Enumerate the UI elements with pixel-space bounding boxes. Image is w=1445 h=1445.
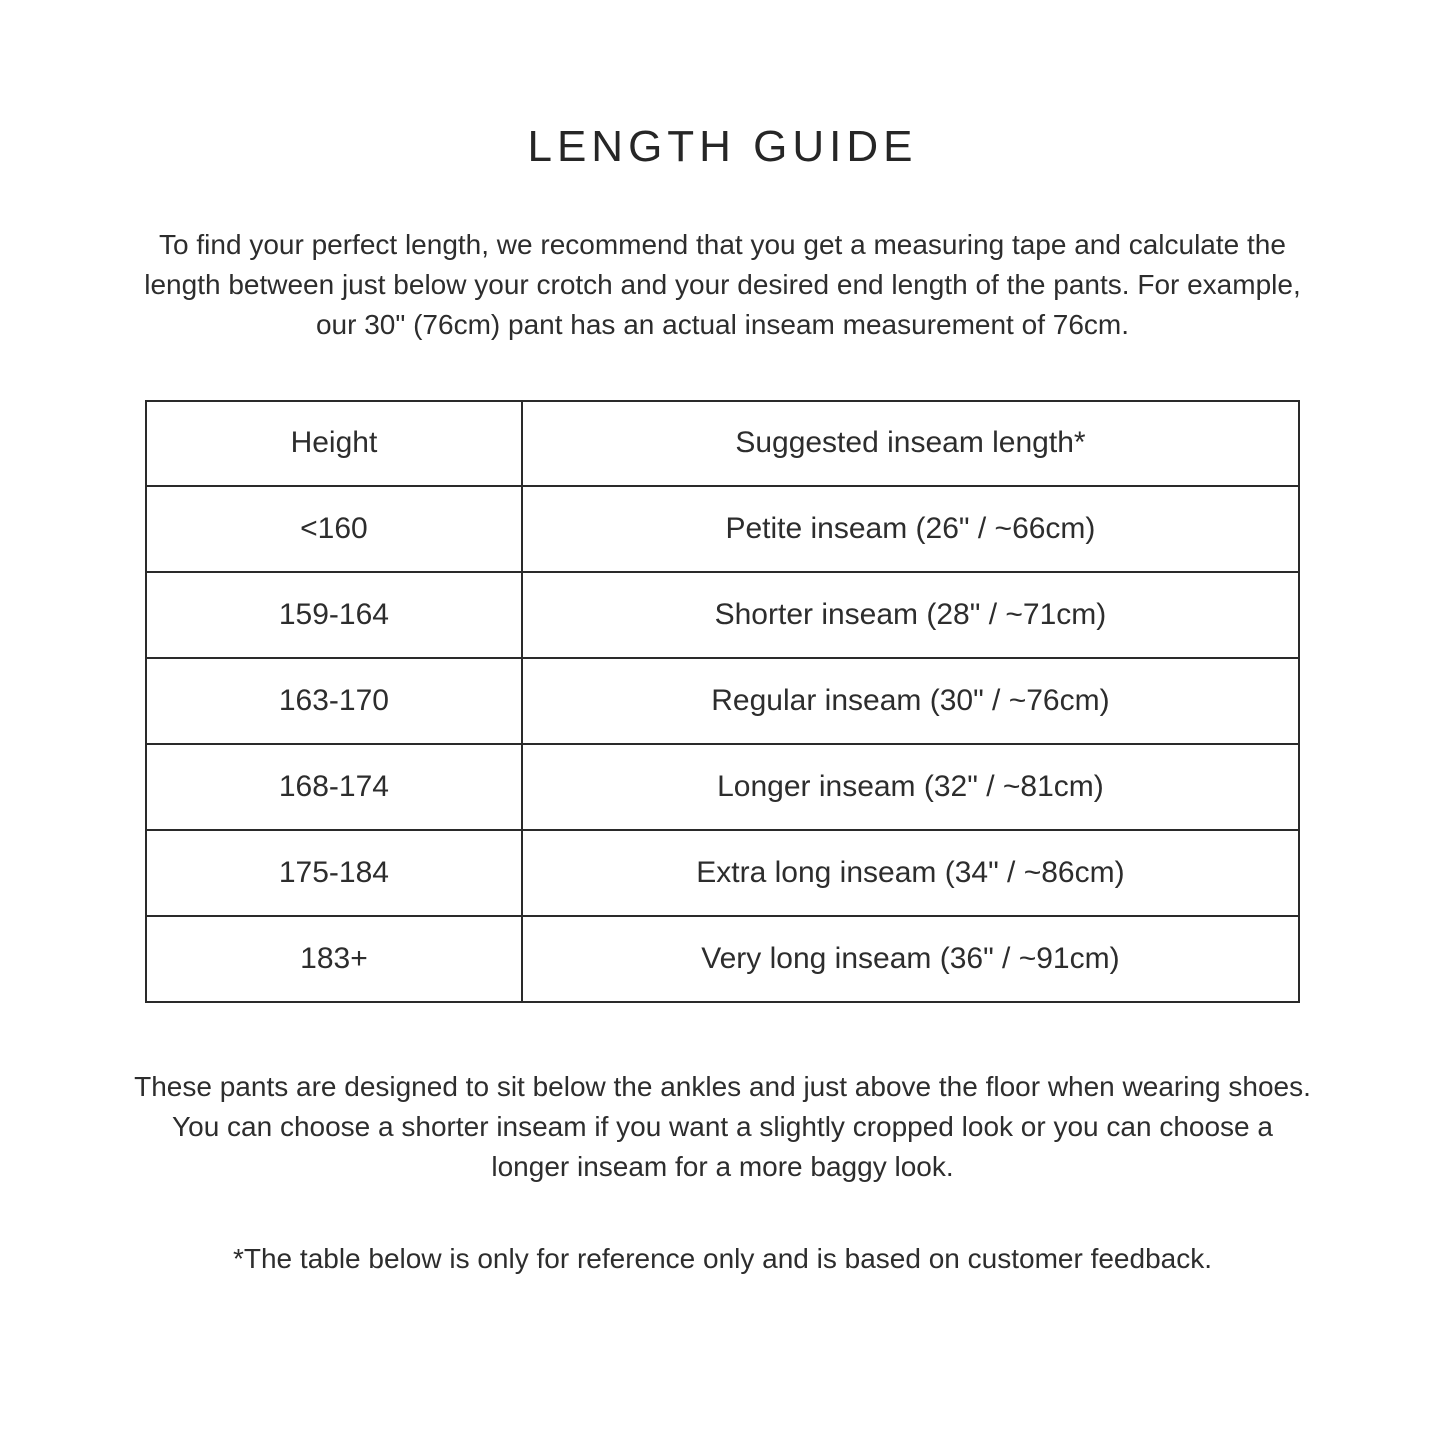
fit-note-paragraph: These pants are designed to sit below the ankles and just above the floor when wearing shoes. You can choose a shorter inseam if you want a slightly cropped look or you can choose a longer inseam for a more baggy look.	[134, 1070, 1311, 1182]
inseam-cell: Shorter inseam (28" / ~71cm)	[522, 572, 1299, 658]
table-row	[146, 572, 1299, 658]
page-title: LENGTH GUIDE	[527, 122, 918, 171]
table-row	[146, 486, 1299, 572]
inseam-cell: Petite inseam (26" / ~66cm)	[522, 486, 1299, 572]
inseam-cell: Extra long inseam (34" / ~86cm)	[522, 830, 1299, 916]
height-cell: 168-174	[146, 744, 522, 830]
table-row	[146, 658, 1299, 744]
footnote-paragraph: *The table below is only for reference only and is based on customer feedback.	[232, 1242, 1212, 1274]
height-cell: <160	[146, 486, 522, 572]
header-height: Height	[146, 401, 522, 486]
header-suggested-inseam: Suggested inseam length*	[522, 401, 1299, 486]
table-row	[146, 744, 1299, 830]
height-cell: 183+	[146, 916, 522, 1002]
inseam-cell: Longer inseam (32" / ~81cm)	[522, 744, 1299, 830]
table-header-row	[146, 401, 1299, 486]
length-guide-table	[145, 400, 1300, 1003]
inseam-cell: Very long inseam (36" / ~91cm)	[522, 916, 1299, 1002]
intro-paragraph: To find your perfect length, we recommend that you get a measuring tape and calculate the length between just below your crotch and your desired end length of the pants. For example, our 30" (76cm) pant has an actual inseam measurement of 76cm.	[144, 228, 1301, 340]
height-cell: 159-164	[146, 572, 522, 658]
table-row	[146, 830, 1299, 916]
height-cell: 163-170	[146, 658, 522, 744]
inseam-cell: Regular inseam (30" / ~76cm)	[522, 658, 1299, 744]
table-row	[146, 916, 1299, 1002]
height-cell: 175-184	[146, 830, 522, 916]
